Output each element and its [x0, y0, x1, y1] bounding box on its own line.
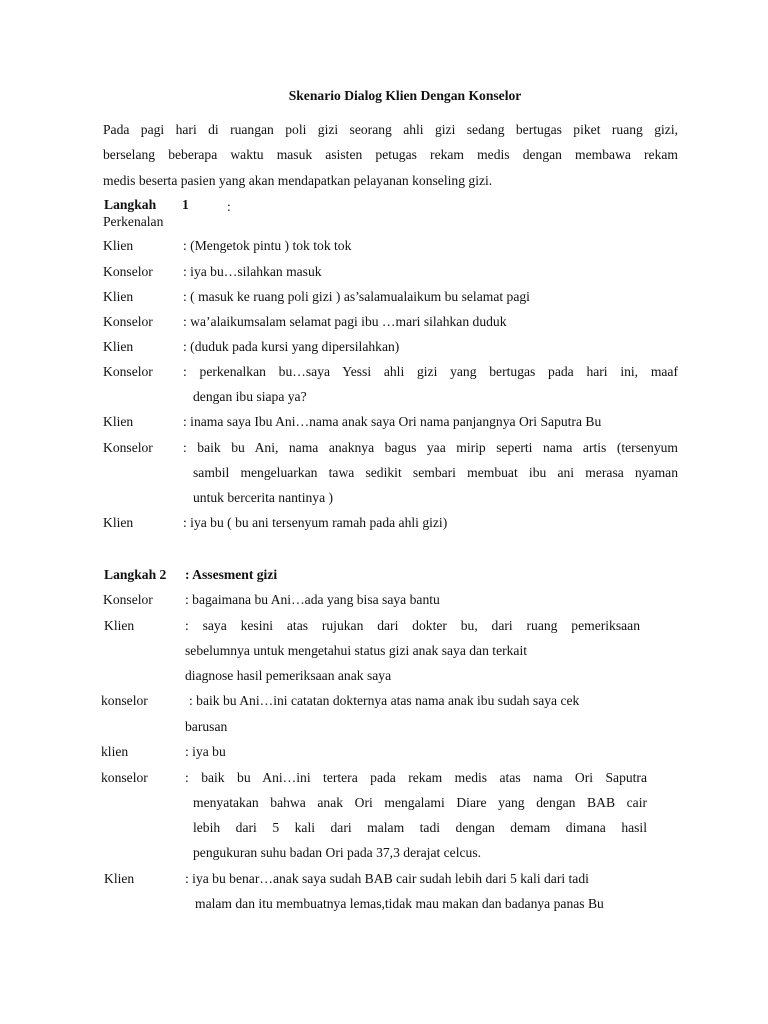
dialog-line: sambil mengeluarkan tawa sedikit sembari membuat ibu ani merasa nyaman [193, 465, 678, 480]
dialog-line: : wa’alaikumsalam selamat pagi ibu …mari silahkan duduk [183, 314, 507, 329]
dialog-line: malam dan itu membuatnya lemas,tidak mau makan dan badanya panas Bu [195, 896, 604, 911]
speaker-label: konselor [101, 770, 148, 785]
dialog-line: : iya bu benar…anak saya sudah BAB cair sudah lebih dari 5 kali dari tadi [185, 871, 589, 886]
speaker-label: Konselor [103, 314, 153, 329]
dialog-line: : bagaimana bu Ani…ada yang bisa saya bantu [185, 592, 440, 607]
step2-label: Langkah 2 [104, 567, 167, 582]
step2-title: : Assesment gizi [185, 567, 278, 582]
dialog-line: diagnose hasil pemeriksaan anak saya [185, 668, 392, 683]
dialog-line: : iya bu ( bu ani tersenyum ramah pada ahli gizi) [183, 515, 448, 530]
dialog-line: : (duduk pada kursi yang dipersilahkan) [183, 339, 400, 354]
intro-line: Pada pagi hari di ruangan poli gizi seorang ahli gizi sedang bertugas piket ruang gizi, [103, 122, 678, 137]
step1-label: Langkah [104, 197, 157, 212]
dialog-line: menyatakan bahwa anak Ori mengalami Diare yang dengan BAB cair [193, 795, 647, 810]
step1-number: 1 [182, 197, 189, 212]
dialog-line: : saya kesini atas rujukan dari dokter bu, dari ruang pemeriksaan [185, 618, 640, 633]
speaker-label: Klien [103, 515, 134, 530]
speaker-label: Klien [103, 339, 134, 354]
dialog-line: : iya bu [185, 744, 226, 759]
dialog-line: pengukuran suhu badan Ori pada 37,3 derajat celcus. [193, 845, 482, 860]
speaker-label: Klien [103, 289, 134, 304]
document-title: Skenario Dialog Klien Dengan Konselor [288, 88, 522, 103]
speaker-label: Klien [104, 618, 135, 633]
dialog-line: : baik bu Ani…ini catatan dokternya atas nama anak ibu sudah saya cek [189, 693, 580, 708]
speaker-label: Konselor [103, 440, 153, 455]
speaker-label: konselor [101, 693, 148, 708]
dialog-line: untuk bercerita nantinya ) [193, 490, 334, 505]
dialog-line: : (Mengetok pintu ) tok tok tok [183, 238, 352, 253]
dialog-line: : inama saya Ibu Ani…nama anak saya Ori nama panjangnya Ori Saputra Bu [183, 414, 602, 429]
dialog-line: dengan ibu siapa ya? [193, 389, 307, 404]
intro-line: berselang beberapa waktu masuk asisten petugas rekam medis dengan membawa rekam [103, 147, 678, 162]
speaker-label: Klien [103, 238, 134, 253]
dialog-line: : baik bu Ani…ini tertera pada rekam medis atas nama Ori Saputra [185, 770, 647, 785]
speaker-label: Konselor [103, 592, 153, 607]
dialog-line: : perkenalkan bu…saya Yessi ahli gizi yang bertugas pada hari ini, maaf [183, 364, 678, 379]
step1-colon: : [227, 199, 231, 214]
dialog-line: : iya bu…silahkan masuk [183, 264, 322, 279]
step1-title: Perkenalan [103, 214, 164, 229]
intro-line: medis beserta pasien yang akan mendapatkan pelayanan konseling gizi. [103, 173, 493, 188]
dialog-line: sebelumnya untuk mengetahui status gizi anak saya dan terkait [185, 643, 528, 658]
speaker-label: Konselor [103, 264, 153, 279]
dialog-line: : baik bu Ani, nama anaknya bagus yaa mirip seperti nama artis (tersenyum [183, 440, 678, 455]
speaker-label: Konselor [103, 364, 153, 379]
speaker-label: Klien [103, 414, 134, 429]
speaker-label: klien [101, 744, 129, 759]
dialog-line: : ( masuk ke ruang poli gizi ) as’salamualaikum bu selamat pagi [183, 289, 530, 304]
dialog-line: lebih dari 5 kali dari malam tadi dengan demam dimana hasil [193, 820, 647, 835]
dialog-line: barusan [185, 719, 228, 734]
speaker-label: Klien [104, 871, 135, 886]
